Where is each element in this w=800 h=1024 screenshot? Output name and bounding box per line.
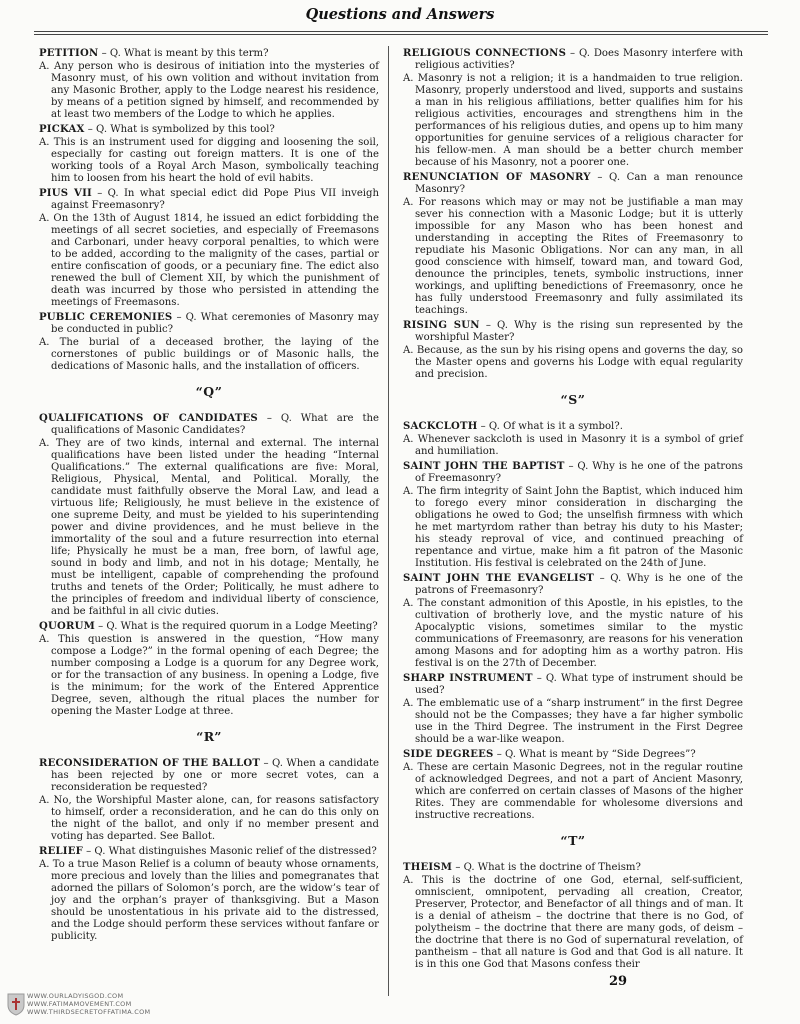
entry-term: SAINT JOHN THE EVANGELIST — [403, 572, 595, 584]
section-heading: “R” — [196, 728, 222, 744]
entry-answer: A. Whenever sackcloth is used in Masonry it is a symbol of grief and humiliation. — [403, 433, 743, 457]
entry-term: SIDE DEGREES — [403, 748, 494, 760]
entry-quorum — [39, 621, 379, 718]
entry-term: RISING SUN — [403, 320, 480, 331]
section-heading: “Q” — [195, 384, 223, 399]
question-text: – Q. Does Masonry interfere with religious activities? — [415, 48, 744, 71]
entry-question — [403, 573, 743, 597]
footer-link[interactable]: WWW.OURLADYISGOD.COM — [27, 992, 124, 1000]
left-column — [39, 48, 379, 946]
entry-term: SAINT JOHN THE BAPTIST — [403, 460, 565, 472]
entry-question — [39, 621, 379, 633]
entry-term: RELIEF — [39, 845, 83, 857]
question-text: – Q. What is the required quorum in a Lodge Meeting? — [94, 620, 378, 632]
entry-answer: A. On the 13th of August 1814, he issued an edict forbidding the meetings of all secret societies, and especially of Freemasons and Carbonari, under heavy corporal penalties, to which were to be added, according to the malignity of the cases, partial or entire confiscation of goods, or a pecuniary fine. The edict also renewed the bull of Clement XII, by which the punishment of death was incurred by those who persisted in attending the meetings of Freemasons. — [39, 213, 379, 308]
entry-answer: A. This is an instrument used for digging and loosening the soil, especially for casting out foreign matters. It is one of the working tools of a Royal Arch Mason, symbolically teaching him to loosen from his heart the hold of evil habits. — [39, 137, 379, 184]
entry-question — [403, 320, 743, 344]
entry-term: PICKAX — [39, 124, 85, 135]
question-text: – Q. Why is he one of the patrons of Freemasonry? — [415, 572, 743, 596]
entry-term: PETITION — [39, 48, 99, 59]
entry-answer: A. This is the doctrine of one God, eternal, self-sufficient, omniscient, omnipotent, pervading all creation, Creator, Preserver, Protector, and Benefactor of all things and of man. It is a denial of atheism – the doctrine that there is no God, of polytheism – the doctrine that there are many gods, of deism – the doctrine that there is no God of supernatural revelation, of pantheism – that all nature is God and that God is all nature. It is in this one God that Masons confess their — [403, 874, 743, 970]
entry-question — [39, 48, 379, 60]
logo-icon — [6, 992, 26, 1016]
entry-pius-vii — [39, 188, 379, 309]
entry-answer: A. This question is answered in the question, “How many compose a Lodge?” in the formal opening of each Degree; the number composing a Lodge is a quorum for any Degree work, or for the transaction of any business. In opening a Lodge, five is the minimum; for the work of the Entered Apprentice Degree, seven, although the ritual places the number for opening the Master Lodge at three. — [39, 633, 379, 717]
entry-pickax — [39, 124, 379, 185]
entry-sackcloth — [403, 421, 743, 458]
entry-question — [39, 188, 379, 212]
entry-question — [403, 749, 743, 761]
question-text: – Q. What ceremonies of Masonry may be conducted in public? — [51, 312, 379, 335]
entry-saint-john-the-baptist — [403, 461, 743, 570]
entry-qualifications-of-candidates — [39, 413, 379, 618]
entry-term: PUBLIC CEREMONIES — [39, 312, 173, 323]
entry-question — [39, 758, 379, 794]
question-text: – Q. What distinguishes Masonic relief of the distressed? — [82, 845, 377, 857]
entry-question — [39, 124, 379, 136]
question-text: – Q. What is symbolized by this tool? — [84, 124, 275, 135]
entry-question — [403, 48, 743, 72]
entry-question — [39, 312, 379, 336]
question-text: – Q. Of what is it a symbol?. — [477, 420, 623, 432]
column-divider — [388, 46, 389, 996]
entry-term: SACKCLOTH — [403, 420, 478, 432]
question-text: – Q. When a candidate has been rejected by one or more secret votes, can a reconsideration be requested? — [51, 757, 379, 793]
entry-question — [403, 862, 743, 874]
entry-saint-john-the-evangelist — [403, 573, 743, 670]
footer-link[interactable]: WWW.THIRDSECRETOFFATIMA.COM — [27, 1008, 151, 1016]
entry-renunciation-of-masonry — [403, 172, 743, 317]
entry-relief — [39, 846, 379, 943]
question-text: – Q. What is the doctrine of Theism? — [452, 861, 641, 873]
entry-question — [39, 846, 379, 858]
entry-rising-sun — [403, 320, 743, 381]
entry-term: RELIGIOUS CONNECTIONS — [403, 48, 567, 59]
entry-answer: A. The burial of a deceased brother, the laying of the cornerstones of public buildings or of Masonic halls, the dedications of Masonic halls, and the installation of officers. — [39, 337, 379, 372]
entry-answer: A. They are of two kinds, internal and external. The internal qualifications have been listed under the heading “Internal Qualifications.” The external qualifications are five: Moral, Religious, Physical, Mental, and Political. Morally, the candidate must faithfully observe the Moral Law, and lead a virtuous life; Religiously, he must believe in the existence of one supreme Deity, and must be yielded to his superintending power and divine providences, and he must believe in the immortality of the soul and a future resurrection into eternal life; Physically he must be a man, free born, of lawful age, sound in body and limb, and not in his dotage; Mentally, he must be intelligent, capable of comprehending the profound truths and tenets of the Order; Politically, he must adhere to the principles of freedom and individual liberty of conscience, and be faithful in all civic duties. — [39, 437, 379, 617]
right-column — [403, 48, 743, 974]
question-text: – Q. What is meant by this term? — [98, 48, 269, 59]
entry-public-ceremonies — [39, 312, 379, 373]
question-text: – Q. Why is he one of the patrons of Freemasonry? — [415, 460, 743, 484]
entry-term: THEISM — [403, 861, 453, 873]
entry-answer: A. These are certain Masonic Degrees, not in the regular routine of acknowledged Degrees, and not a part of Ancient Masonry, which are conferred on certain classes of Masons of the higher Rites. They are commendable for wholesome diversions and instructive recreations. — [403, 761, 743, 821]
entry-term: RECONSIDERATION OF THE BALLOT — [39, 757, 261, 769]
question-text: – Q. What is meant by “Side Degrees”? — [493, 748, 696, 760]
question-text: – Q. Can a man renounce Masonry? — [415, 172, 743, 195]
entry-answer: A. No, the Worshipful Master alone, can, for reasons satisfactory to himself, order a reconsideration, and he can do this only on the night of the ballot, and only if no member present and voting has departed. See Ballot. — [39, 794, 379, 842]
entry-term: QUALIFICATIONS OF CANDIDATES — [39, 412, 258, 424]
question-text: – Q. What type of instrument should be used? — [415, 672, 743, 696]
footer-links — [27, 992, 150, 1016]
page-header: Questions and Answers — [305, 6, 495, 23]
entry-question — [403, 461, 743, 485]
entry-answer: A. For reasons which may or may not be justifiable a man may sever his connection with a Masonic Lodge; but it is utterly impossible for any Mason who has been honest and understanding in accepting the Rites of Freemasonry to repudiate his Masonic Obligations. Nor can any man, in all good conscience with himself, toward man, and toward God, denounce the principles, tenets, symbolic instructions, inner workings, and uplifting benedictions of Freemasonry, once he has fully understood Freemasonry and fully assimilated its teachings. — [403, 197, 743, 316]
header-rule — [34, 31, 768, 32]
page-number: 29 — [609, 974, 628, 989]
entry-term: RENUNCIATION OF MASONRY — [403, 172, 591, 183]
entry-question — [403, 673, 743, 697]
entry-answer: A. The emblematic use of a “sharp instrument” in the first Degree should not be the Compasses; they have a far higher symbolic use in the Third Degree. The instrument in the First Degree should be a war-like weapon. — [403, 697, 743, 745]
entry-answer: A. The firm integrity of Saint John the Baptist, which induced him to forego every minor consideration in discharging the obligations he owed to God; the unselfish firmness with which he met martyrdom rather than betray his duty to his Master; his steady reproval of vice, and continued preaching of repentance and virtue, make him a fit patron of the Masonic Institution. His festival is celebrated on the 24th of June. — [403, 485, 743, 569]
entry-religious-connections — [403, 48, 743, 169]
entry-side-degrees — [403, 749, 743, 822]
entry-reconsideration-of-the-ballot — [39, 758, 379, 843]
entry-question — [39, 413, 379, 437]
entry-question — [403, 421, 743, 433]
entry-answer: A. To a true Mason Relief is a column of beauty whose ornaments, more precious and lovely than the lilies and pomegranates that adorned the pillars of Solomon’s porch, are the widow’s tear of joy and the orphan’s prayer of thanksgiving. But a Mason should be unostentatious in his private aid to the distressed, and the Lodge should perform these services without fanfare or publicity. — [39, 858, 379, 942]
entry-answer: A. Any person who is desirous of initiation into the mysteries of Masonry must, of his own volition and without invitation from any Masonic Brother, apply to the Lodge nearest his residence, by means of a petition signed by himself, and recommended by at least two members of the Lodge to which he applies. — [39, 61, 379, 120]
entry-sharp-instrument — [403, 673, 743, 746]
entry-petition — [39, 48, 379, 121]
entry-answer: A. Masonry is not a religion; it is a handmaiden to true religion. Masonry, properly understood and lived, supports and sustains a man in his religious affiliations, better qualifies him for his religious activities, encourages and strengthens him in the performances of his religious duties, and opens up to him many opportunities for genuine services of a religious character for his fellow-men. A man should be a better church member because of his Masonry, not a poorer one. — [403, 73, 743, 168]
entry-term: PIUS VII — [39, 188, 92, 199]
entry-answer: A. Because, as the sun by his rising opens and governs the day, so the Master opens and governs his Lodge with equal regularity and precision. — [403, 345, 743, 380]
section-heading: “T” — [560, 832, 586, 848]
question-text: – Q. What are the qualifications of Masonic Candidates? — [51, 412, 380, 436]
entry-theism — [403, 862, 743, 971]
section-heading: “S” — [560, 392, 586, 407]
entry-term: QUORUM — [39, 620, 95, 632]
header-rule — [34, 34, 768, 35]
entry-answer: A. The constant admonition of this Apostle, in his epistles, to the cultivation of brotherly love, and the mystic nature of his Apocalyptic visions, sometimes similar to the mystic communications of Freemasonry, are reasons for his veneration among Masons and for adopting him as a worthy patron. His festival is on the 27th of December. — [403, 597, 743, 669]
entry-question — [403, 172, 743, 196]
question-text: – Q. Why is the rising sun represented by the worshipful Master? — [415, 320, 743, 343]
question-text: – Q. In what special edict did Pope Pius VII inveigh against Freemasonry? — [51, 188, 379, 211]
entry-term: SHARP INSTRUMENT — [403, 672, 533, 684]
footer-link[interactable]: WWW.FATIMAMOVEMENT.COM — [27, 1000, 132, 1008]
